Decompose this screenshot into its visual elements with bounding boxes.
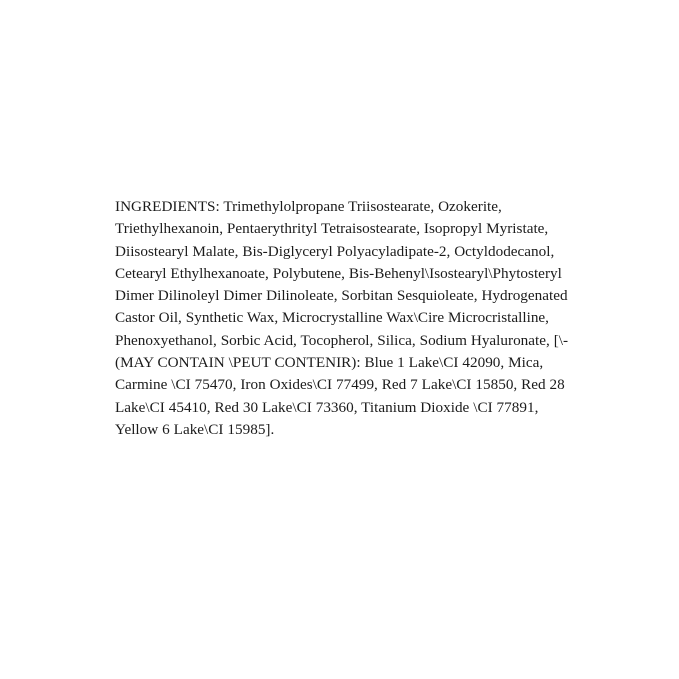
ingredients-paragraph: INGREDIENTS: Trimethylolpropane Triisostearate, Ozokerite, Triethylhexanoin, Pentaerythrityl Tetraisostearate, Isopropyl Myristate, Diisostearyl Malate, Bis-Diglyceryl Polyacyladipate-2, Octyldodecanol, Cetearyl Ethylhexanoate, Polybutene, Bis-Behenyl\Isostearyl\Phytosteryl Dimer Dilinoleyl Dimer Dilinoleate, Sorbitan Sesquioleate, Hydrogenated Castor Oil, Synthetic Wax, Microcrystalline Wax\Cire Microcristalline, Phenoxyethanol, Sorbic Acid, Tocopherol, Silica, Sodium Hyaluronate, [\- (MAY CONTAIN \PEUT CONTENIR): Blue 1 Lake\CI 42090, Mica, Carmine \CI 75470, Iron Oxides\CI 77499, Red 7 Lake\CI 15850, Red 28 Lake\CI 45410, Red 30 Lake\CI 73360, Titanium Dioxide \CI 77891, Yellow 6 Lake\CI 15985].: [115, 198, 573, 438]
ingredients-block: [115, 196, 577, 441]
